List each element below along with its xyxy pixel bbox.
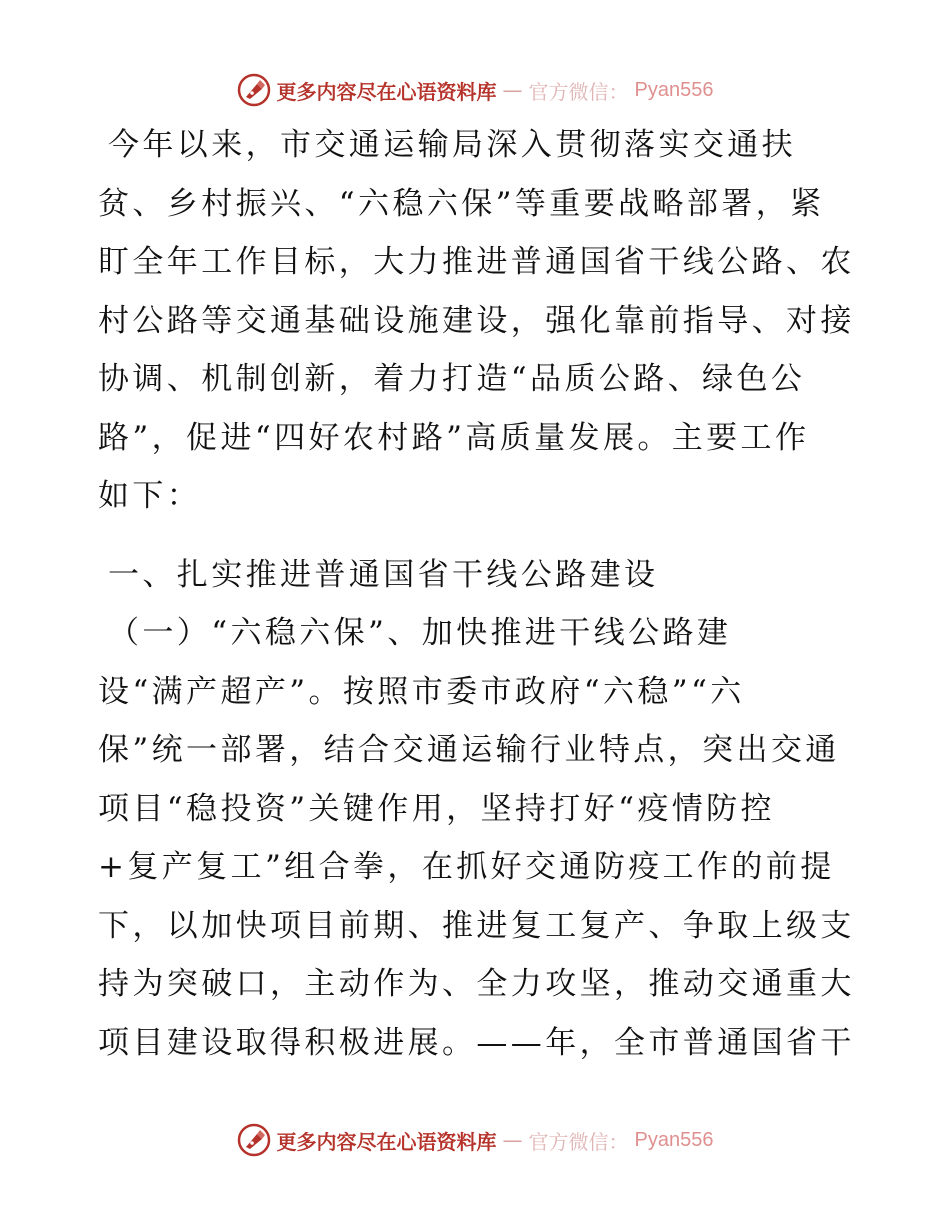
watermark-side-text: 官方微信： bbox=[528, 1129, 629, 1154]
text-line: 项目“稳投资”关键作用，坚持打好“疫情防控 bbox=[98, 790, 775, 827]
watermark-main-text: 更多内容尽在心语资料库 bbox=[276, 1129, 497, 1154]
watermark-id: Pyan556 bbox=[634, 1128, 714, 1151]
text-line: 协调、机制创新，着力打造“品质公路、绿色公 bbox=[98, 361, 806, 397]
text-line: 路”，促进“四好农村路”高质量发展。主要工作 bbox=[98, 419, 810, 456]
watermark-main-text: 更多内容尽在心语资料库 bbox=[276, 79, 497, 104]
text-line: （一）“六稳六保”、加快推进干线公路建 bbox=[108, 615, 732, 651]
text-line: 今年以来，市交通运输局深入贯彻落实交通扶 bbox=[108, 127, 796, 163]
text-line: 设“满产超产”。按照市委市政府“六稳”“六 bbox=[98, 673, 745, 710]
watermark-separator: — bbox=[502, 78, 523, 102]
text-line: 下，以加快项目前期、推进复工复产、争取上级支 bbox=[98, 907, 855, 944]
header-watermark bbox=[0, 70, 950, 110]
pen-nib-circle-icon bbox=[237, 73, 271, 107]
footer-watermark bbox=[0, 1120, 950, 1160]
watermark-side-text: 官方微信： bbox=[528, 79, 629, 104]
text-line: 贫、乡村振兴、“六稳六保”等重要战略部署，紧 bbox=[98, 185, 825, 222]
text-line: 如下： bbox=[98, 478, 202, 514]
text-line: 持为突破口，主动作为、全力攻坚，推动交通重大 bbox=[98, 966, 855, 1002]
pen-nib-circle-icon bbox=[237, 1123, 271, 1157]
text-line: 村公路等交通基础设施建设，强化靠前指导、对接 bbox=[98, 302, 855, 339]
text-line: 保”统一部署，结合交通运输行业特点，突出交通 bbox=[98, 732, 840, 768]
text-line: 盯全年工作目标，大力推进普通国省干线公路、农 bbox=[98, 244, 855, 280]
watermark-separator: — bbox=[502, 1128, 523, 1152]
section-heading: 一、扎实推进普通国省干线公路建设 bbox=[108, 556, 659, 593]
text-line: +复产复工”组合拳，在抓好交通防疫工作的前提 bbox=[98, 849, 835, 885]
watermark-id: Pyan556 bbox=[634, 78, 714, 101]
text-line: 项目建设取得积极进展。——年，全市普通国省干 bbox=[98, 1024, 855, 1061]
paragraph-intro bbox=[98, 116, 858, 526]
paragraph-section-1 bbox=[98, 604, 858, 1072]
document-body bbox=[98, 116, 858, 1072]
